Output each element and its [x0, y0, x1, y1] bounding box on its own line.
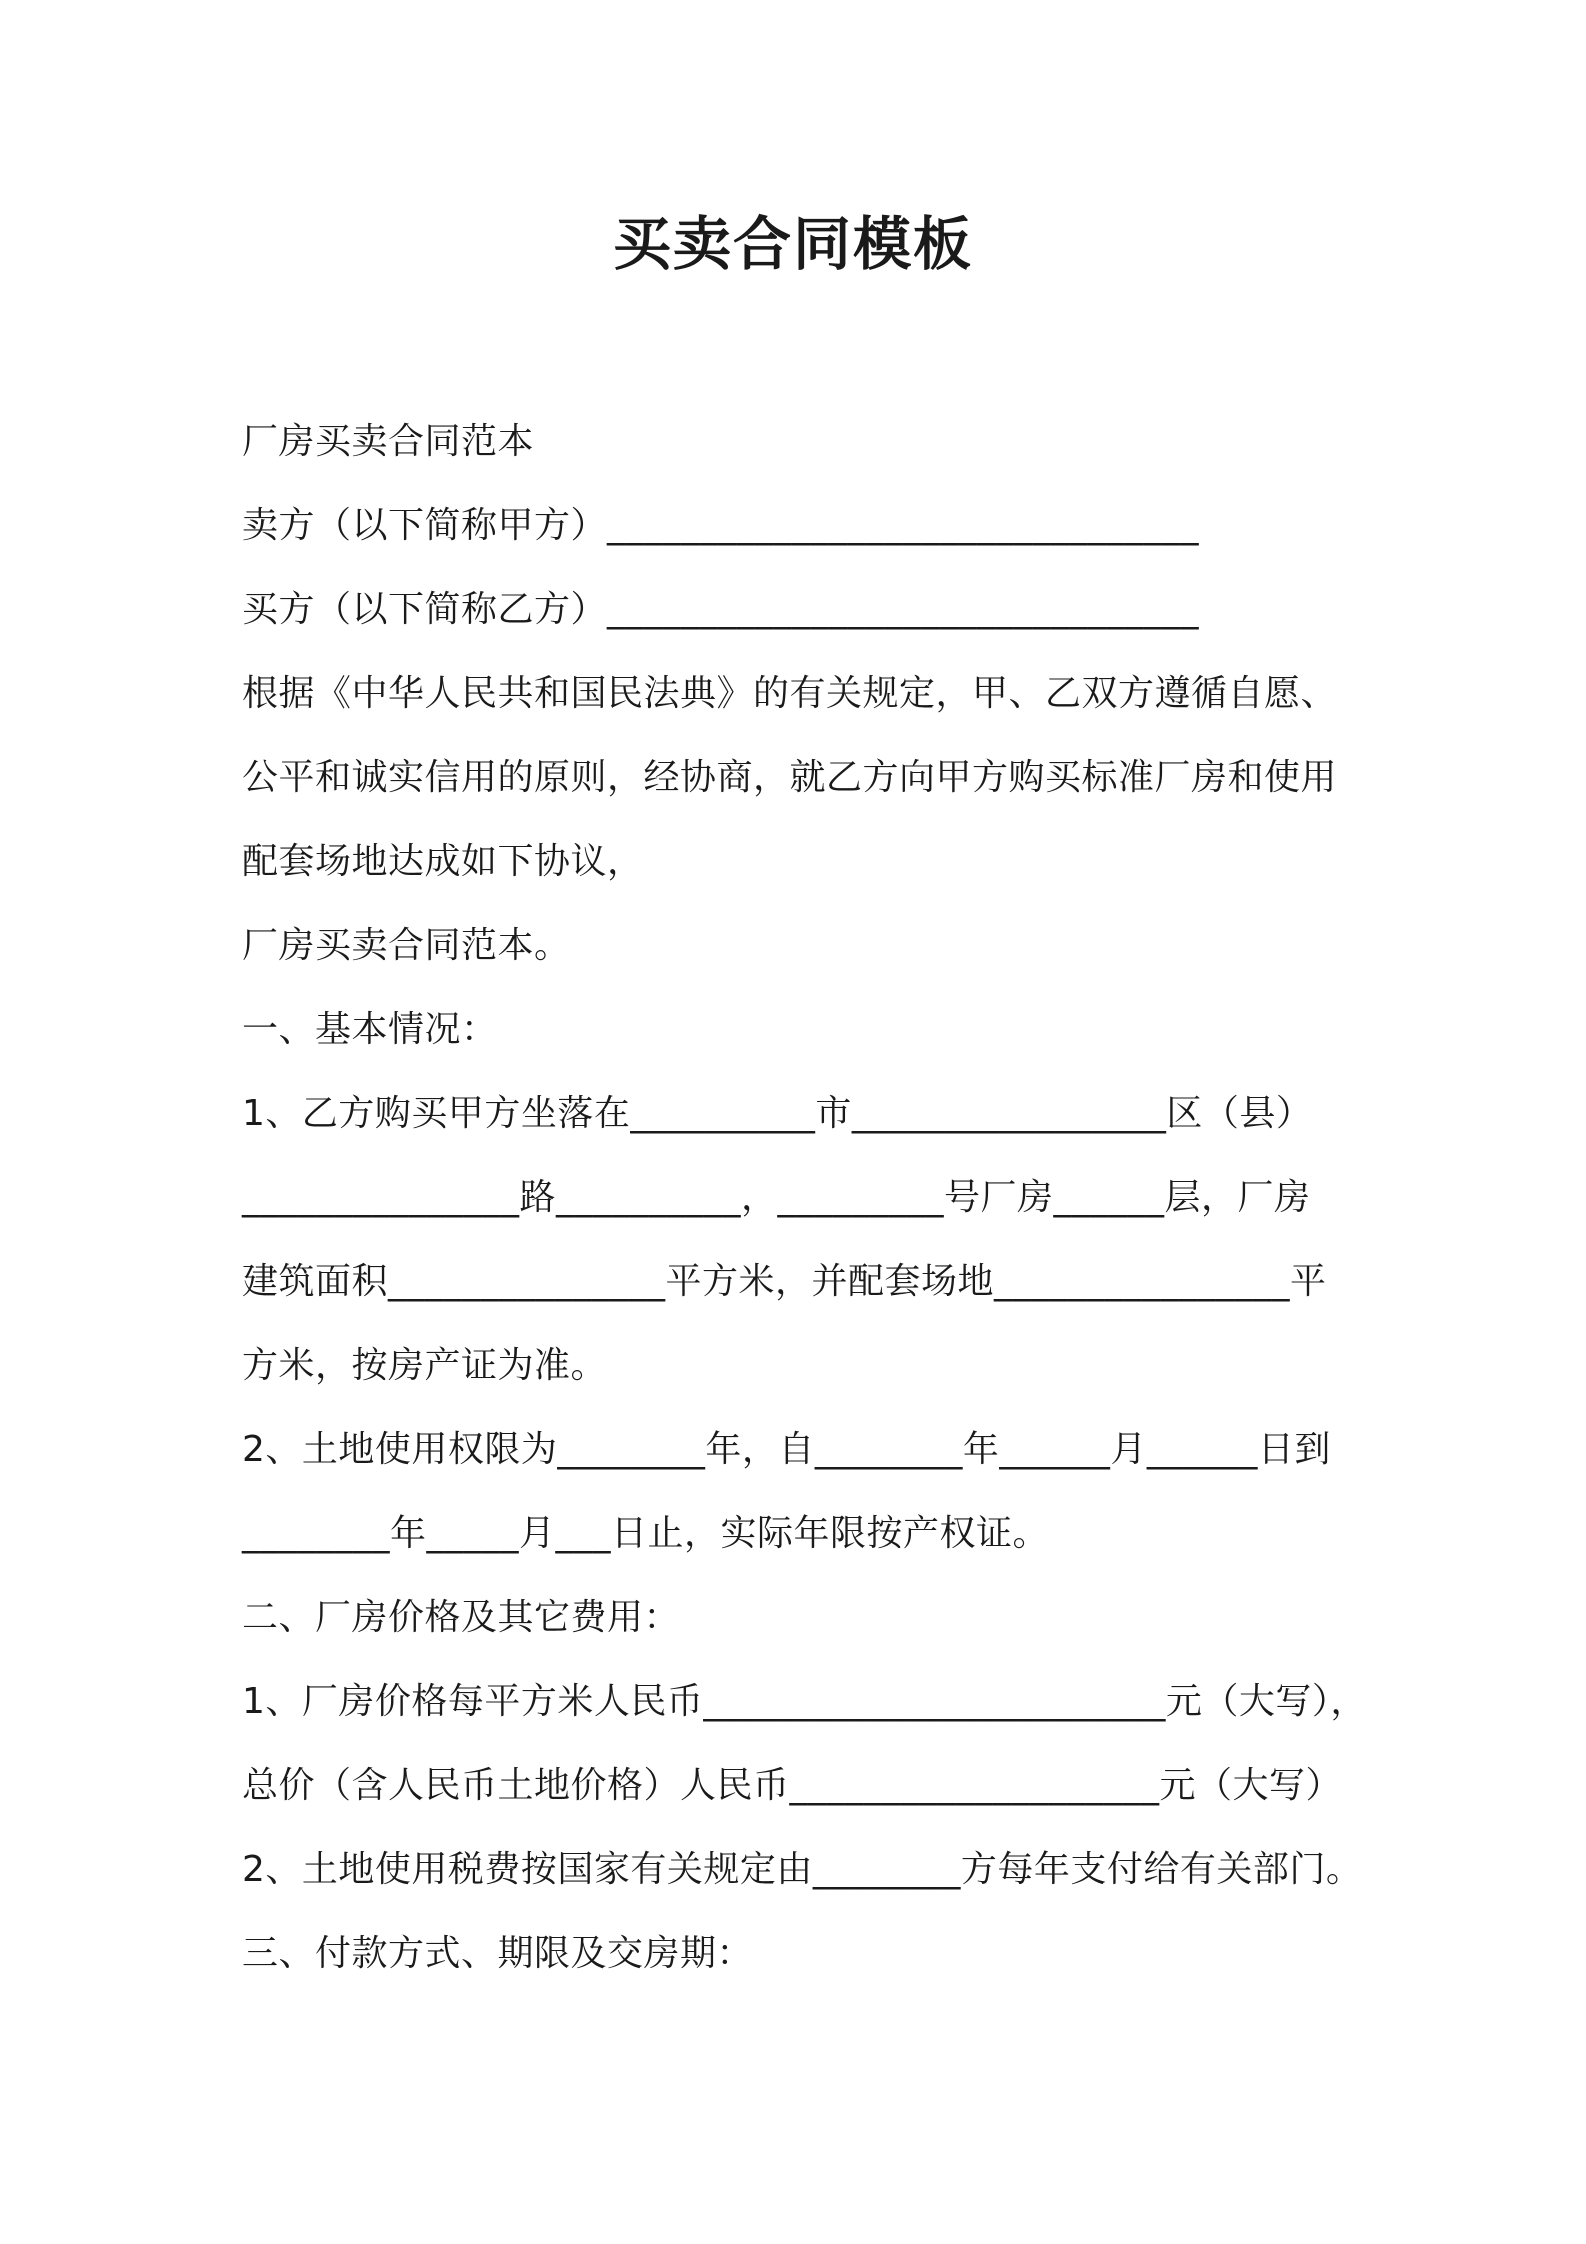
- seller-line: 卖方（以下简称甲方）________________________________: [242, 505, 1200, 546]
- document-title: 买卖合同模板: [612, 210, 973, 278]
- section-1-heading: 一、基本情况：: [242, 1009, 498, 1050]
- clause-2-1-line-2: 总价（含人民币土地价格）人民币____________________元（大写）: [242, 1765, 1343, 1806]
- preamble-line-3: 配套场地达成如下协议，: [242, 841, 644, 882]
- clause-2-1-line-1: 1、厂房价格每平方米人民币_________________________元（大写），: [242, 1681, 1367, 1722]
- clause-2-2-line: 2、土地使用税费按国家有关规定由________方每年支付给有关部门。: [242, 1849, 1363, 1890]
- subtitle-line: 厂房买卖合同范本: [242, 421, 535, 462]
- clause-1-2-line-1: 2、土地使用权限为________年，自________年______月______日到: [242, 1429, 1331, 1470]
- preamble-line-1: 根据《中华人民共和国民法典》的有关规定，甲、乙双方遵循自愿、: [242, 673, 1338, 714]
- clause-1-1-line-3: 建筑面积_______________平方米，并配套场地________________平: [242, 1261, 1327, 1302]
- contract-name-line: 厂房买卖合同范本。: [242, 925, 571, 966]
- clause-1-1-line-2: _______________路__________，_________号厂房______层，厂房: [242, 1177, 1311, 1218]
- document-body: [242, 400, 1392, 1996]
- clause-1-1-line-1: 1、乙方购买甲方坐落在__________市_________________区（县）: [242, 1093, 1313, 1134]
- preamble-line-2: 公平和诚实信用的原则，经协商，就乙方向甲方购买标准厂房和使用: [242, 757, 1338, 798]
- section-3-heading: 三、付款方式、期限及交房期：: [242, 1933, 754, 1974]
- section-2-heading: 二、厂房价格及其它费用：: [242, 1597, 681, 1638]
- buyer-line: 买方（以下简称乙方）________________________________: [242, 589, 1200, 630]
- clause-1-2-line-2: ________年_____月___日止，实际年限按产权证。: [242, 1513, 1050, 1554]
- clause-1-1-line-4: 方米，按房产证为准。: [242, 1345, 608, 1386]
